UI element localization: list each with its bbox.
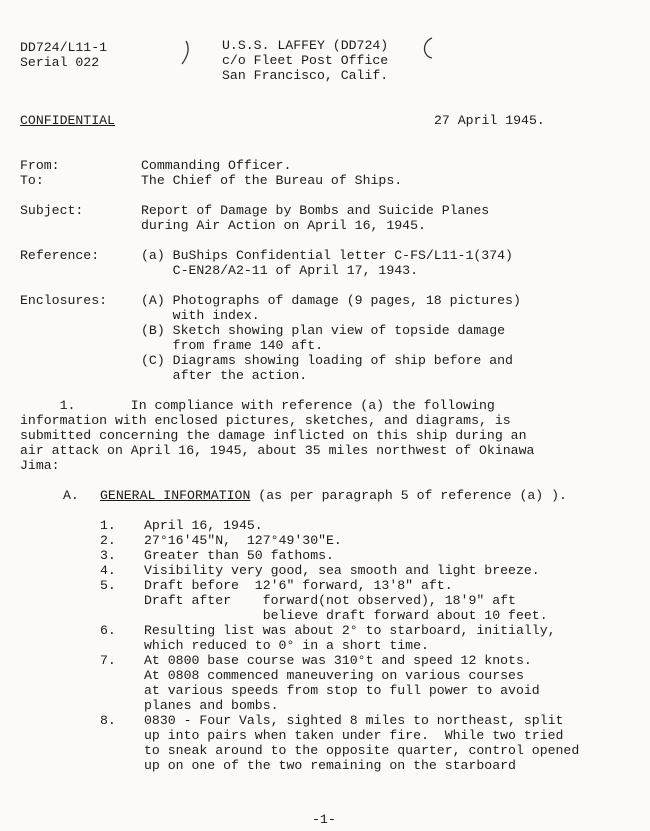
subject-label: Subject:: [20, 203, 84, 218]
pen-mark-icon: [176, 38, 196, 68]
letter-date: 27 April 1945.: [434, 113, 545, 128]
from-value: Commanding Officer.: [141, 158, 292, 173]
classification: CONFIDENTIAL: [20, 113, 115, 128]
item-line: Draft after forward(not observed), 18'9" aft: [144, 593, 516, 608]
enclosures-label: Enclosures:: [20, 293, 108, 308]
pen-mark-icon: [418, 34, 440, 64]
item-line: Greater than 50 fathoms.: [144, 548, 334, 563]
enclosure-line: with index.: [141, 308, 260, 323]
item-line: At 0800 base course was 310°t and speed 12 knots.: [144, 653, 532, 668]
enclosure-line: (C) Diagrams showing loading of ship before and: [141, 353, 513, 368]
address-line-1: c/o Fleet Post Office: [222, 53, 389, 68]
paragraph-line: 1. In compliance with reference (a) the following: [20, 398, 495, 413]
item-line: planes and bombs.: [144, 698, 279, 713]
item-line: At 0808 commenced maneuvering on various courses: [144, 668, 524, 683]
subject-line: Report of Damage by Bombs and Suicide Planes: [141, 203, 490, 218]
item-number: 4.: [100, 563, 116, 578]
enclosure-line: (B) Sketch showing plan view of topside damage: [141, 323, 506, 338]
item-number: 3.: [100, 548, 116, 563]
item-line: at various speeds from stop to full power to avoid: [144, 683, 540, 698]
item-line: believe draft forward about 10 feet.: [144, 608, 548, 623]
item-number: 8.: [100, 713, 116, 728]
item-line: up into pairs when taken under fire. While two tried: [144, 728, 564, 743]
item-line: April 16, 1945.: [144, 518, 263, 533]
to-label: To:: [20, 173, 44, 188]
item-line: which reduced to 0° in a short time.: [144, 638, 429, 653]
paragraph-line: submitted concerning the damage inflicted on this ship during an: [20, 428, 527, 443]
section-letter: A.: [63, 488, 79, 503]
ship-name: U.S.S. LAFFEY (DD724): [222, 38, 389, 53]
enclosure-line: after the action.: [141, 368, 308, 383]
item-number: 2.: [100, 533, 116, 548]
section-heading: [100, 488, 567, 503]
item-line: 27°16'45"N, 127°49'30"E.: [144, 533, 342, 548]
reference-line: (a) BuShips Confidential letter C-FS/L11-1(374): [141, 248, 513, 263]
enclosure-line: (A) Photographs of damage (9 pages, 18 pictures): [141, 293, 521, 308]
enclosure-line: from frame 140 aft.: [141, 338, 324, 353]
subject-line: during Air Action on April 16, 1945.: [141, 218, 426, 233]
item-number: 6.: [100, 623, 116, 638]
section-title: GENERAL INFORMATION: [100, 488, 251, 503]
reference-label: Reference:: [20, 248, 100, 263]
item-line: Visibility very good, sea smooth and light breeze.: [144, 563, 540, 578]
paragraph-line: Jima:: [20, 458, 60, 473]
page-number: -1-: [312, 812, 336, 827]
paragraph-line: information with enclosed pictures, sketches, and diagrams, is: [20, 413, 511, 428]
serial-number: Serial 022: [20, 55, 100, 70]
item-line: to sneak around to the opposite quarter, control opened: [144, 743, 580, 758]
reference-line: C-EN28/A2-11 of April 17, 1943.: [141, 263, 418, 278]
item-line: 0830 - Four Vals, sighted 8 miles to northeast, split: [144, 713, 564, 728]
to-value: The Chief of the Bureau of Ships.: [141, 173, 403, 188]
section-title-rest: (as per paragraph 5 of reference (a) ).: [250, 488, 567, 503]
paragraph-line: air attack on April 16, 1945, about 35 miles northwest of Okinawa: [20, 443, 535, 458]
from-label: From:: [20, 158, 60, 173]
item-line: Resulting list was about 2° to starboard, initially,: [144, 623, 556, 638]
address-line-2: San Francisco, Calif.: [222, 68, 389, 83]
file-number: DD724/L11-1: [20, 40, 108, 55]
item-number: 5.: [100, 578, 116, 593]
item-number: 1.: [100, 518, 116, 533]
item-line: Draft before 12'6" forward, 13'8" aft.: [144, 578, 453, 593]
item-number: 7.: [100, 653, 116, 668]
item-line: up on one of the two remaining on the starboard: [144, 758, 516, 773]
